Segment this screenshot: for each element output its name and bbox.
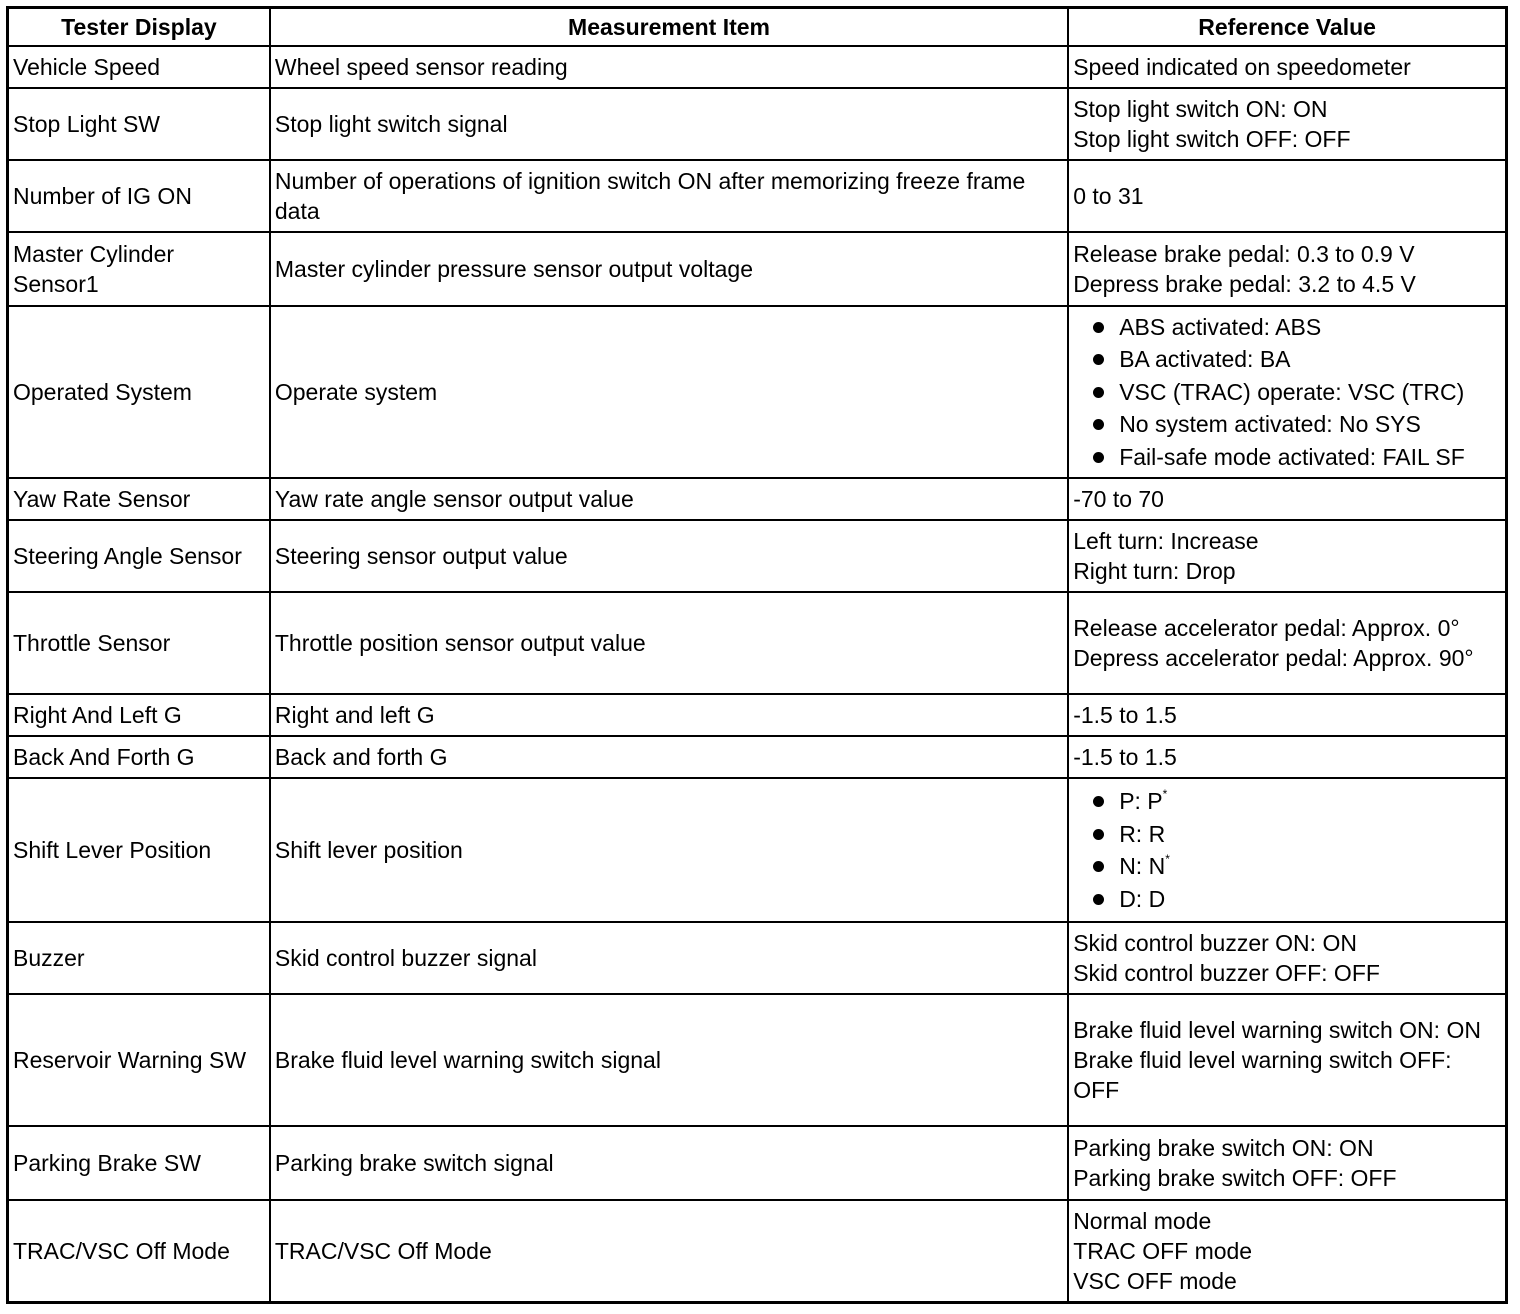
reference-line: Stop light switch ON: ON: [1073, 96, 1328, 122]
tester-display-cell: Shift Lever Position: [8, 778, 270, 922]
header-measurement-item: Measurement Item: [270, 8, 1068, 47]
reference-line: Speed indicated on speedometer: [1073, 54, 1411, 80]
tester-display-cell: Parking Brake SW: [8, 1126, 270, 1200]
reference-line: Parking brake switch ON: ON: [1073, 1135, 1374, 1161]
table-row: [8, 232, 1507, 306]
reference-line: Release accelerator pedal: Approx. 0°: [1073, 615, 1460, 641]
measurement-item-cell: TRAC/VSC Off Mode: [270, 1200, 1068, 1302]
measurement-item-cell: Back and forth G: [270, 736, 1068, 778]
bullet-icon: [1093, 354, 1104, 365]
bullet-text: BA activated: BA: [1119, 346, 1291, 373]
reference-value-cell: [1068, 1200, 1506, 1302]
bullet-icon: [1093, 322, 1104, 333]
bullet-icon: [1093, 419, 1104, 430]
tester-display-cell: Vehicle Speed: [8, 46, 270, 88]
list-item: [1073, 408, 1501, 441]
reference-value-cell: [1068, 778, 1506, 922]
tester-display-cell: Right And Left G: [8, 694, 270, 736]
reference-line: -1.5 to 1.5: [1073, 744, 1177, 770]
header-row: [8, 8, 1507, 47]
reference-line: Stop light switch OFF: OFF: [1073, 126, 1351, 152]
list-item: [1073, 818, 1501, 851]
tester-display-cell: TRAC/VSC Off Mode: [8, 1200, 270, 1302]
bullet-text: VSC (TRAC) operate: VSC (TRC): [1119, 378, 1465, 405]
bullet-text: Fail-safe mode activated: FAIL SF: [1119, 443, 1465, 470]
reference-line: Skid control buzzer ON: ON: [1073, 930, 1357, 956]
measurement-item-cell: Yaw rate angle sensor output value: [270, 478, 1068, 520]
measurement-item-cell: Operate system: [270, 306, 1068, 478]
tester-display-cell: Number of IG ON: [8, 160, 270, 232]
reference-value-cell: [1068, 592, 1506, 694]
table-row: [8, 994, 1507, 1126]
measurement-item-cell: Wheel speed sensor reading: [270, 46, 1068, 88]
reference-value-cell: [1068, 1126, 1506, 1200]
header-reference-value: Reference Value: [1068, 8, 1506, 47]
table-row: [8, 592, 1507, 694]
tester-display-cell: Steering Angle Sensor: [8, 520, 270, 592]
reference-value-cell: [1068, 306, 1506, 478]
measurement-item-cell: Stop light switch signal: [270, 88, 1068, 160]
table-row: [8, 520, 1507, 592]
list-item: [1073, 883, 1501, 916]
reference-line: Brake fluid level warning switch OFF: OFF: [1073, 1047, 1452, 1103]
reference-line: Right turn: Drop: [1073, 558, 1236, 584]
table-row: [8, 160, 1507, 232]
footnote-mark: *: [1162, 787, 1168, 801]
bullet-text: D: D: [1119, 885, 1166, 912]
measurement-item-cell: Skid control buzzer signal: [270, 922, 1068, 994]
reference-line: TRAC OFF mode: [1073, 1237, 1253, 1264]
reference-line: Brake fluid level warning switch ON: ON: [1073, 1017, 1481, 1043]
reference-value-cell: [1068, 46, 1506, 88]
table-row: [8, 88, 1507, 160]
bullet-icon: [1093, 387, 1104, 398]
list-item: [1073, 785, 1501, 818]
measurement-item-cell: Master cylinder pressure sensor output voltage: [270, 232, 1068, 306]
reference-line: Normal mode: [1073, 1207, 1212, 1234]
footnote-mark: *: [1165, 852, 1170, 866]
tester-display-cell: Operated System: [8, 306, 270, 478]
bullet-text: P: P: [1119, 788, 1163, 814]
reference-line: Depress accelerator pedal: Approx. 90°: [1073, 645, 1474, 671]
tester-display-cell: Buzzer: [8, 922, 270, 994]
table-row: [8, 778, 1507, 922]
measurement-item-cell: Number of operations of ignition switch ON after memorizing freeze frame data: [270, 160, 1068, 232]
reference-line: Skid control buzzer OFF: OFF: [1073, 960, 1380, 986]
bullet-text: No system activated: No SYS: [1119, 411, 1421, 438]
list-item: [1073, 343, 1501, 376]
reference-value-cell: [1068, 694, 1506, 736]
list-item: [1073, 311, 1501, 344]
table-row: [8, 922, 1507, 994]
reference-value-cell: [1068, 994, 1506, 1126]
table-row: [8, 46, 1507, 88]
reference-line: -70 to 70: [1073, 486, 1164, 512]
tester-display-cell: Stop Light SW: [8, 88, 270, 160]
reference-line: Left turn: Increase: [1073, 528, 1259, 554]
bullet-icon: [1093, 452, 1104, 463]
table-row: [8, 306, 1507, 478]
reference-bullet-list: [1073, 311, 1501, 474]
list-item: [1073, 441, 1501, 474]
table-row: [8, 694, 1507, 736]
bullet-icon: [1093, 861, 1104, 872]
table-row: [8, 1126, 1507, 1200]
reference-line: -1.5 to 1.5: [1073, 702, 1177, 728]
reference-value-cell: [1068, 478, 1506, 520]
measurement-item-cell: Throttle position sensor output value: [270, 592, 1068, 694]
table-row: [8, 736, 1507, 778]
reference-line: Release brake pedal: 0.3 to 0.9 V: [1073, 241, 1415, 267]
measurement-item-cell: Steering sensor output value: [270, 520, 1068, 592]
table-body: [8, 46, 1507, 1302]
reference-line: 0 to 31: [1073, 183, 1144, 209]
measurement-item-cell: Right and left G: [270, 694, 1068, 736]
reference-line: Depress brake pedal: 3.2 to 4.5 V: [1073, 271, 1416, 297]
reference-value-cell: [1068, 922, 1506, 994]
reference-line: Parking brake switch OFF: OFF: [1073, 1165, 1397, 1191]
reference-value-cell: [1068, 160, 1506, 232]
measurement-item-cell: Shift lever position: [270, 778, 1068, 922]
reference-table-container: [6, 6, 1508, 1304]
bullet-icon: [1093, 894, 1104, 905]
bullet-text: R: R: [1119, 820, 1166, 847]
reference-value-cell: [1068, 88, 1506, 160]
tester-display-cell: Back And Forth G: [8, 736, 270, 778]
reference-value-cell: [1068, 520, 1506, 592]
bullet-icon: [1093, 796, 1104, 807]
measurement-item-cell: Brake fluid level warning switch signal: [270, 994, 1068, 1126]
reference-line: VSC OFF mode: [1073, 1267, 1237, 1294]
reference-value-cell: [1068, 736, 1506, 778]
reference-bullet-list: [1073, 785, 1501, 915]
tester-display-cell: Throttle Sensor: [8, 592, 270, 694]
measurement-item-cell: Parking brake switch signal: [270, 1126, 1068, 1200]
list-item: [1073, 850, 1501, 883]
tester-display-cell: Master Cylinder Sensor1: [8, 232, 270, 306]
header-tester-display: Tester Display: [8, 8, 270, 47]
data-list-table: [6, 6, 1508, 1304]
list-item: [1073, 376, 1501, 409]
bullet-icon: [1093, 829, 1104, 840]
table-row: [8, 478, 1507, 520]
reference-value-cell: [1068, 232, 1506, 306]
tester-display-cell: Yaw Rate Sensor: [8, 478, 270, 520]
bullet-text: N: N: [1119, 853, 1166, 879]
tester-display-cell: Reservoir Warning SW: [8, 994, 270, 1126]
table-row: [8, 1200, 1507, 1302]
bullet-text: ABS activated: ABS: [1119, 313, 1322, 340]
